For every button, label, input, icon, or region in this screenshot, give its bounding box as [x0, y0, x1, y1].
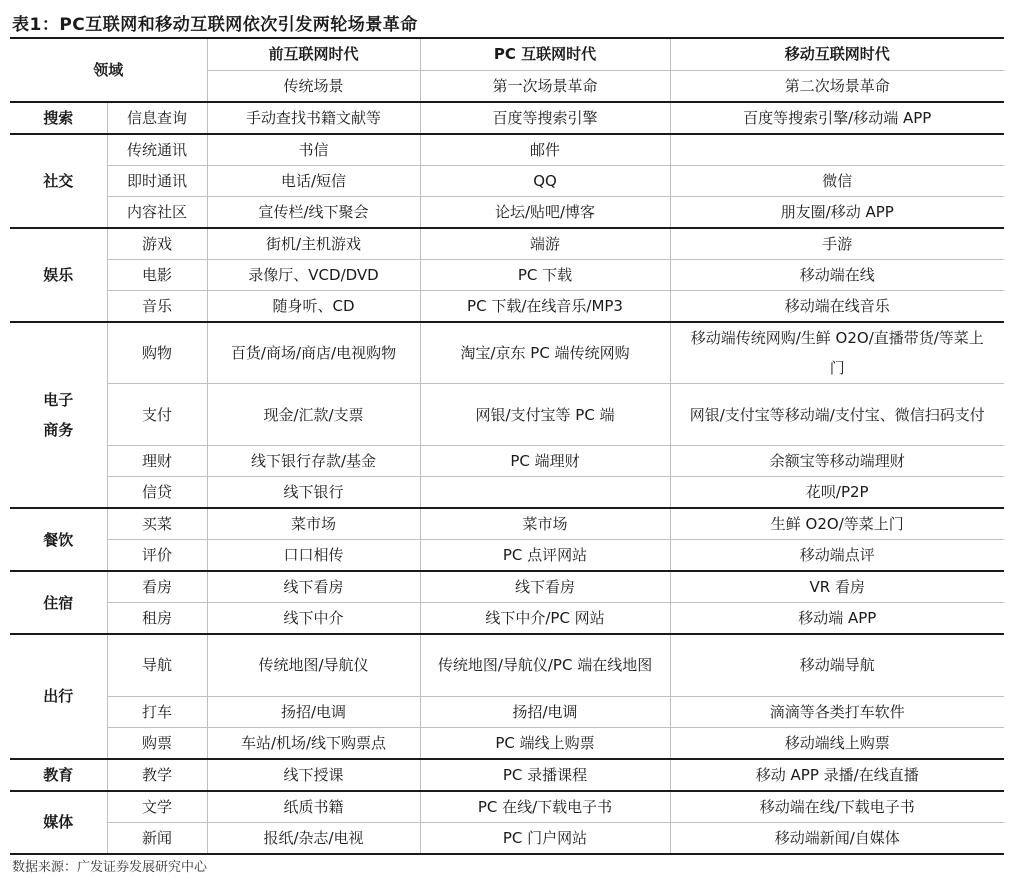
pre-internet-cell: 录像厅、VCD/DVD [207, 259, 420, 290]
subdomain-cell: 租房 [107, 603, 207, 635]
pc-internet-cell: 论坛/贴吧/博客 [420, 196, 670, 228]
subdomain-cell: 买菜 [107, 508, 207, 540]
subdomain-cell: 支付 [107, 384, 207, 446]
pre-internet-cell: 报纸/杂志/电视 [207, 822, 420, 854]
subdomain-cell: 新闻 [107, 822, 207, 854]
mobile-internet-cell: 移动端点评 [670, 540, 1004, 572]
mobile-internet-cell: 微信 [670, 165, 1004, 196]
table-row [10, 727, 1004, 759]
mobile-internet-cell: 移动端新闻/自媒体 [670, 822, 1004, 854]
table-row [10, 196, 1004, 228]
domain-group-label: 教育 [10, 759, 107, 791]
pc-internet-cell [420, 477, 670, 509]
pre-internet-cell: 线下银行 [207, 477, 420, 509]
subdomain-cell: 评价 [107, 540, 207, 572]
pc-internet-cell: 扬招/电调 [420, 696, 670, 727]
pre-internet-cell: 传统地图/导航仪 [207, 634, 420, 696]
mobile-internet-cell: 余额宝等移动端理财 [670, 446, 1004, 477]
pc-internet-cell: PC 在线/下载电子书 [420, 791, 670, 823]
table-row [10, 259, 1004, 290]
table-row [10, 791, 1004, 823]
domain-group-label: 社交 [10, 134, 107, 228]
table-row [10, 322, 1004, 384]
mobile-internet-cell: 滴滴等各类打车软件 [670, 696, 1004, 727]
mobile-internet-cell: 网银/支付宝等移动端/支付宝、微信扫码支付 [670, 384, 1004, 446]
subdomain-cell: 音乐 [107, 290, 207, 322]
scene-header-pc-internet: 第一次场景革命 [420, 70, 670, 102]
pre-internet-cell: 宣传栏/线下聚会 [207, 196, 420, 228]
subdomain-cell: 内容社区 [107, 196, 207, 228]
subdomain-cell: 文学 [107, 791, 207, 823]
subdomain-cell: 看房 [107, 571, 207, 603]
table-row [10, 603, 1004, 635]
subdomain-cell: 购物 [107, 322, 207, 384]
domain-group-label: 娱乐 [10, 228, 107, 322]
table-row [10, 102, 1004, 134]
subdomain-cell: 导航 [107, 634, 207, 696]
pre-internet-cell: 随身听、CD [207, 290, 420, 322]
pc-internet-cell: PC 门户网站 [420, 822, 670, 854]
pc-internet-cell: PC 端线上购票 [420, 727, 670, 759]
subdomain-cell: 信息查询 [107, 102, 207, 134]
mobile-internet-cell: 移动端在线/下载电子书 [670, 791, 1004, 823]
table-row [10, 446, 1004, 477]
mobile-internet-cell: VR 看房 [670, 571, 1004, 603]
table-row [10, 634, 1004, 696]
era-header-mobile-internet: 移动互联网时代 [670, 38, 1004, 70]
mobile-internet-cell: 移动 APP 录播/在线直播 [670, 759, 1004, 791]
mobile-internet-cell: 移动端导航 [670, 634, 1004, 696]
pc-internet-cell: PC 录播课程 [420, 759, 670, 791]
subdomain-cell: 传统通讯 [107, 134, 207, 166]
pre-internet-cell: 纸质书籍 [207, 791, 420, 823]
mobile-internet-cell: 移动端 APP [670, 603, 1004, 635]
mobile-internet-cell: 朋友圈/移动 APP [670, 196, 1004, 228]
subdomain-cell: 电影 [107, 259, 207, 290]
pre-internet-cell: 书信 [207, 134, 420, 166]
domain-group-label: 搜索 [10, 102, 107, 134]
pre-internet-cell: 线下银行存款/基金 [207, 446, 420, 477]
scene-revolution-table [10, 37, 1004, 855]
table-row [10, 696, 1004, 727]
pre-internet-cell: 线下授课 [207, 759, 420, 791]
pc-internet-cell: PC 下载/在线音乐/MP3 [420, 290, 670, 322]
pc-internet-cell: PC 端理财 [420, 446, 670, 477]
mobile-internet-cell: 手游 [670, 228, 1004, 260]
domain-group-label: 餐饮 [10, 508, 107, 571]
pre-internet-cell: 线下中介 [207, 603, 420, 635]
table-row [10, 477, 1004, 509]
table-row [10, 384, 1004, 446]
subdomain-cell: 游戏 [107, 228, 207, 260]
table-row [10, 290, 1004, 322]
mobile-internet-cell: 移动端在线音乐 [670, 290, 1004, 322]
pc-internet-cell: QQ [420, 165, 670, 196]
pc-internet-cell: 菜市场 [420, 508, 670, 540]
table-title: 表1：PC互联网和移动互联网依次引发两轮场景革命 [12, 15, 418, 35]
table-row [10, 759, 1004, 791]
pc-internet-cell: PC 下载 [420, 259, 670, 290]
subdomain-cell: 教学 [107, 759, 207, 791]
mobile-internet-cell: 花呗/P2P [670, 477, 1004, 509]
table-row [10, 228, 1004, 260]
subdomain-cell: 理财 [107, 446, 207, 477]
mobile-internet-cell: 百度等搜索引擎/移动端 APP [670, 102, 1004, 134]
subdomain-cell: 即时通讯 [107, 165, 207, 196]
field-header: 领域 [10, 38, 207, 102]
subdomain-cell: 购票 [107, 727, 207, 759]
data-source-note: 数据来源：广发证券发展研究中心 [12, 860, 208, 875]
pc-internet-cell: 百度等搜索引擎 [420, 102, 670, 134]
pre-internet-cell: 现金/汇款/支票 [207, 384, 420, 446]
pc-internet-cell: 线下中介/PC 网站 [420, 603, 670, 635]
pc-internet-cell: 端游 [420, 228, 670, 260]
mobile-internet-cell: 移动端线上购票 [670, 727, 1004, 759]
mobile-internet-cell: 移动端在线 [670, 259, 1004, 290]
table-row [10, 165, 1004, 196]
pc-internet-cell: 线下看房 [420, 571, 670, 603]
pc-internet-cell: 邮件 [420, 134, 670, 166]
pre-internet-cell: 街机/主机游戏 [207, 228, 420, 260]
pre-internet-cell: 菜市场 [207, 508, 420, 540]
pre-internet-cell: 扬招/电调 [207, 696, 420, 727]
domain-group-label: 出行 [10, 634, 107, 759]
pre-internet-cell: 手动查找书籍文献等 [207, 102, 420, 134]
pre-internet-cell: 百货/商场/商店/电视购物 [207, 322, 420, 384]
domain-group-label: 电子商务 [10, 322, 107, 509]
pc-internet-cell: 淘宝/京东 PC 端传统网购 [420, 322, 670, 384]
subdomain-cell: 打车 [107, 696, 207, 727]
era-header-pre-internet: 前互联网时代 [207, 38, 420, 70]
table-row [10, 134, 1004, 166]
domain-group-label: 媒体 [10, 791, 107, 854]
table-row [10, 571, 1004, 603]
mobile-internet-cell: 移动端传统网购/生鲜 O2O/直播带货/等菜上门 [670, 322, 1004, 384]
pre-internet-cell: 线下看房 [207, 571, 420, 603]
table-row [10, 508, 1004, 540]
scene-header-pre-internet: 传统场景 [207, 70, 420, 102]
pre-internet-cell: 电话/短信 [207, 165, 420, 196]
table-row [10, 822, 1004, 854]
mobile-internet-cell: 生鲜 O2O/等菜上门 [670, 508, 1004, 540]
mobile-internet-cell [670, 134, 1004, 166]
domain-group-label: 住宿 [10, 571, 107, 634]
table-row [10, 540, 1004, 572]
pc-internet-cell: 传统地图/导航仪/PC 端在线地图 [420, 634, 670, 696]
scene-header-mobile-internet: 第二次场景革命 [670, 70, 1004, 102]
era-header-pc-internet: PC 互联网时代 [420, 38, 670, 70]
pre-internet-cell: 口口相传 [207, 540, 420, 572]
pre-internet-cell: 车站/机场/线下购票点 [207, 727, 420, 759]
pc-internet-cell: 网银/支付宝等 PC 端 [420, 384, 670, 446]
pc-internet-cell: PC 点评网站 [420, 540, 670, 572]
subdomain-cell: 信贷 [107, 477, 207, 509]
